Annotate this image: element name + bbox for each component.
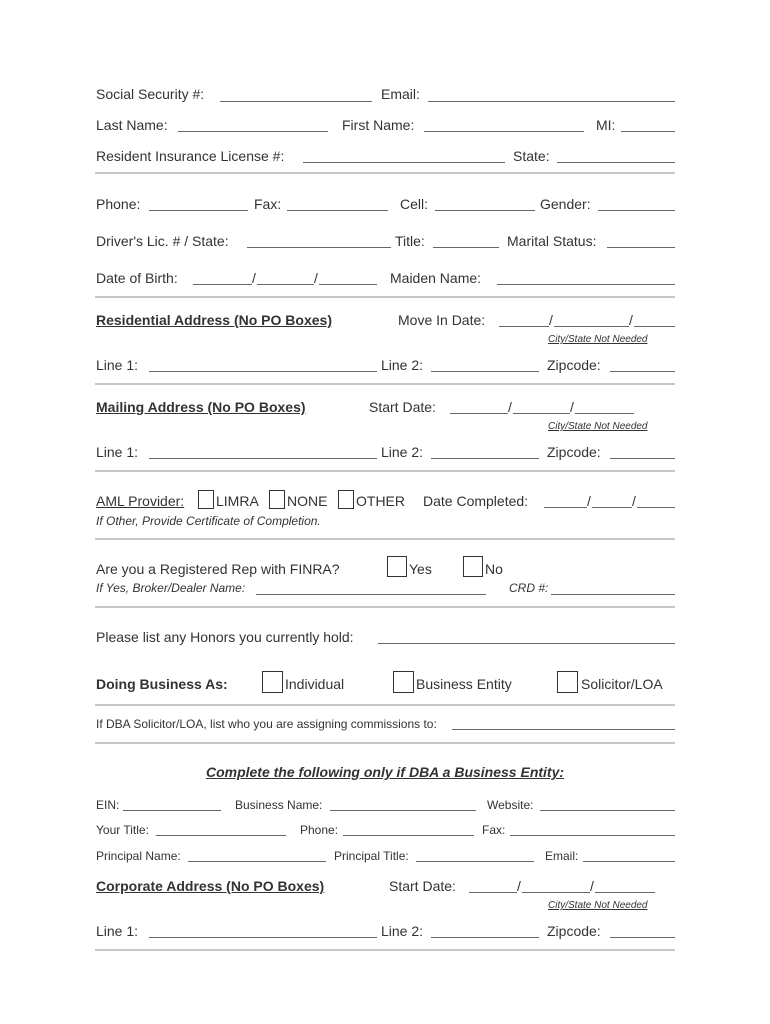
first-name-field[interactable] <box>424 131 584 132</box>
move-in-day-field[interactable] <box>554 326 629 327</box>
residential-line1-field[interactable] <box>149 371 377 372</box>
gender-field[interactable] <box>598 210 675 211</box>
none-checkbox[interactable] <box>269 490 285 509</box>
marital-status-field[interactable] <box>607 247 675 248</box>
city-state-note: City/State Not Needed <box>548 421 648 432</box>
mi-field[interactable] <box>621 131 675 132</box>
other-checkbox[interactable] <box>338 490 354 509</box>
date-slash: / <box>549 312 553 328</box>
website-field[interactable] <box>540 810 675 811</box>
ein-field[interactable] <box>123 810 221 811</box>
line2-label: Line 2: <box>381 357 424 373</box>
move-in-month-field[interactable] <box>499 326 549 327</box>
mailing-start-month-field[interactable] <box>450 413 508 414</box>
last-name-field[interactable] <box>178 131 328 132</box>
corporate-start-year-field[interactable] <box>595 892 655 893</box>
website-label: Website: <box>487 798 534 812</box>
broker-dealer-field[interactable] <box>256 594 486 595</box>
date-slash: / <box>508 399 512 415</box>
city-state-note: City/State Not Needed <box>548 334 648 345</box>
corporate-start-date-label: Start Date: <box>389 878 456 894</box>
zipcode-label: Zipcode: <box>547 444 601 460</box>
business-fax-label: Fax: <box>482 823 506 837</box>
line2-label: Line 2: <box>381 923 424 939</box>
start-date-label: Start Date: <box>369 399 436 415</box>
title-field[interactable] <box>433 247 499 248</box>
residential-zipcode-field[interactable] <box>610 371 675 372</box>
limra-label: LIMRA <box>216 493 259 509</box>
ssn-label: Social Security #: <box>96 86 205 102</box>
line1-label: Line 1: <box>96 923 139 939</box>
phone-label: Phone: <box>96 196 141 212</box>
none-label: NONE <box>287 493 328 509</box>
move-in-date-label: Move In Date: <box>398 312 486 328</box>
maiden-name-field[interactable] <box>497 284 675 285</box>
date-completed-label: Date Completed: <box>423 493 529 509</box>
dob-month-field[interactable] <box>193 284 252 285</box>
state-label: State: <box>513 148 550 164</box>
date-slash: / <box>517 878 521 894</box>
ssn-field[interactable] <box>220 101 372 102</box>
business-entity-label: Business Entity <box>416 676 512 692</box>
dba-solicitor-label: If DBA Solicitor/LOA, list who you are assigning commissions to: <box>96 717 437 731</box>
date-slash: / <box>314 270 318 286</box>
mailing-start-day-field[interactable] <box>513 413 570 414</box>
corporate-zipcode-field[interactable] <box>610 937 675 938</box>
line2-label: Line 2: <box>381 444 424 460</box>
other-label: OTHER <box>356 493 405 509</box>
aml-completed-year-field[interactable] <box>637 507 675 508</box>
yes-label: Yes <box>409 561 432 577</box>
section-divider <box>95 742 675 744</box>
dba-solicitor-field[interactable] <box>452 729 675 730</box>
dob-label: Date of Birth: <box>96 270 178 286</box>
aml-note: If Other, Provide Certificate of Completion. <box>96 514 321 528</box>
zipcode-label: Zipcode: <box>547 357 601 373</box>
your-title-label: Your Title: <box>96 823 149 837</box>
principal-name-field[interactable] <box>188 861 326 862</box>
license-label: Resident Insurance License #: <box>96 148 285 164</box>
date-slash: / <box>252 270 256 286</box>
date-slash: / <box>590 878 594 894</box>
marital-status-label: Marital Status: <box>507 233 597 249</box>
business-name-label: Business Name: <box>235 798 323 812</box>
corporate-start-day-field[interactable] <box>522 892 590 893</box>
business-entity-heading: Complete the following only if DBA a Business Entity: <box>205 764 565 780</box>
business-entity-checkbox[interactable] <box>393 671 414 693</box>
aml-provider-label: AML Provider: <box>96 493 185 509</box>
your-title-field[interactable] <box>156 835 286 836</box>
first-name-label: First Name: <box>342 117 415 133</box>
business-name-field[interactable] <box>330 810 476 811</box>
state-field[interactable] <box>557 162 675 163</box>
broker-dealer-label: If Yes, Broker/Dealer Name: <box>96 581 246 595</box>
fax-field[interactable] <box>287 210 388 211</box>
section-divider <box>95 383 675 385</box>
business-phone-label: Phone: <box>300 823 339 837</box>
cell-field[interactable] <box>435 210 535 211</box>
honors-field[interactable] <box>378 643 675 644</box>
section-divider <box>95 704 675 706</box>
business-phone-field[interactable] <box>343 835 474 836</box>
mailing-start-year-field[interactable] <box>575 413 634 414</box>
residential-address-heading: Residential Address (No PO Boxes) <box>96 312 332 328</box>
date-slash: / <box>632 493 636 509</box>
gender-label: Gender: <box>540 196 591 212</box>
mailing-line1-field[interactable] <box>149 458 377 459</box>
solicitor-label: Solicitor/LOA <box>581 676 663 692</box>
finra-no-checkbox[interactable] <box>463 556 483 577</box>
residential-line2-field[interactable] <box>431 371 539 372</box>
section-divider <box>95 538 675 540</box>
principal-title-label: Principal Title: <box>334 849 409 863</box>
section-divider <box>95 949 675 951</box>
phone-field[interactable] <box>149 210 248 211</box>
aml-completed-month-field[interactable] <box>544 507 587 508</box>
solicitor-checkbox[interactable] <box>557 671 578 693</box>
title-label: Title: <box>395 233 425 249</box>
mailing-line2-field[interactable] <box>431 458 539 459</box>
date-slash: / <box>629 312 633 328</box>
business-fax-field[interactable] <box>510 835 675 836</box>
mailing-address-heading: Mailing Address (No PO Boxes) <box>96 399 306 415</box>
crd-field[interactable] <box>551 594 675 595</box>
principal-title-field[interactable] <box>416 861 534 862</box>
mi-label: MI: <box>596 117 616 133</box>
line1-label: Line 1: <box>96 444 139 460</box>
crd-label: CRD #: <box>509 581 549 595</box>
corporate-start-month-field[interactable] <box>469 892 517 893</box>
corporate-address-heading: Corporate Address (No PO Boxes) <box>96 878 325 894</box>
principal-name-label: Principal Name: <box>96 849 181 863</box>
section-divider <box>95 172 675 174</box>
corporate-line2-field[interactable] <box>431 937 539 938</box>
finra-question: Are you a Registered Rep with FINRA? <box>96 561 340 577</box>
finra-yes-checkbox[interactable] <box>387 556 407 577</box>
cell-label: Cell: <box>400 196 429 212</box>
move-in-year-field[interactable] <box>634 326 675 327</box>
ein-label: EIN: <box>96 798 120 812</box>
line1-label: Line 1: <box>96 357 139 373</box>
date-slash: / <box>570 399 574 415</box>
individual-label: Individual <box>285 676 345 692</box>
business-email-label: Email: <box>545 849 579 863</box>
email-label: Email: <box>381 86 420 102</box>
aml-completed-day-field[interactable] <box>592 507 632 508</box>
limra-checkbox[interactable] <box>198 490 214 509</box>
maiden-name-label: Maiden Name: <box>390 270 482 286</box>
section-divider <box>95 606 675 608</box>
mailing-zipcode-field[interactable] <box>610 458 675 459</box>
section-divider <box>95 296 675 298</box>
doing-business-as-label: Doing Business As: <box>96 676 228 692</box>
license-field[interactable] <box>303 162 505 163</box>
no-label: No <box>485 561 503 577</box>
dob-day-field[interactable] <box>257 284 314 285</box>
dob-year-field[interactable] <box>319 284 377 285</box>
zipcode-label: Zipcode: <box>547 923 601 939</box>
city-state-note: City/State Not Needed <box>548 900 648 911</box>
individual-checkbox[interactable] <box>262 671 283 693</box>
drivers-lic-field[interactable] <box>247 247 391 248</box>
honors-label: Please list any Honors you currently hold: <box>96 629 354 645</box>
business-email-field[interactable] <box>583 861 675 862</box>
fax-label: Fax: <box>254 196 282 212</box>
last-name-label: Last Name: <box>96 117 168 133</box>
email-field[interactable] <box>428 101 675 102</box>
section-divider <box>95 470 675 472</box>
date-slash: / <box>587 493 591 509</box>
corporate-line1-field[interactable] <box>149 937 377 938</box>
drivers-lic-label: Driver's Lic. # / State: <box>96 233 229 249</box>
